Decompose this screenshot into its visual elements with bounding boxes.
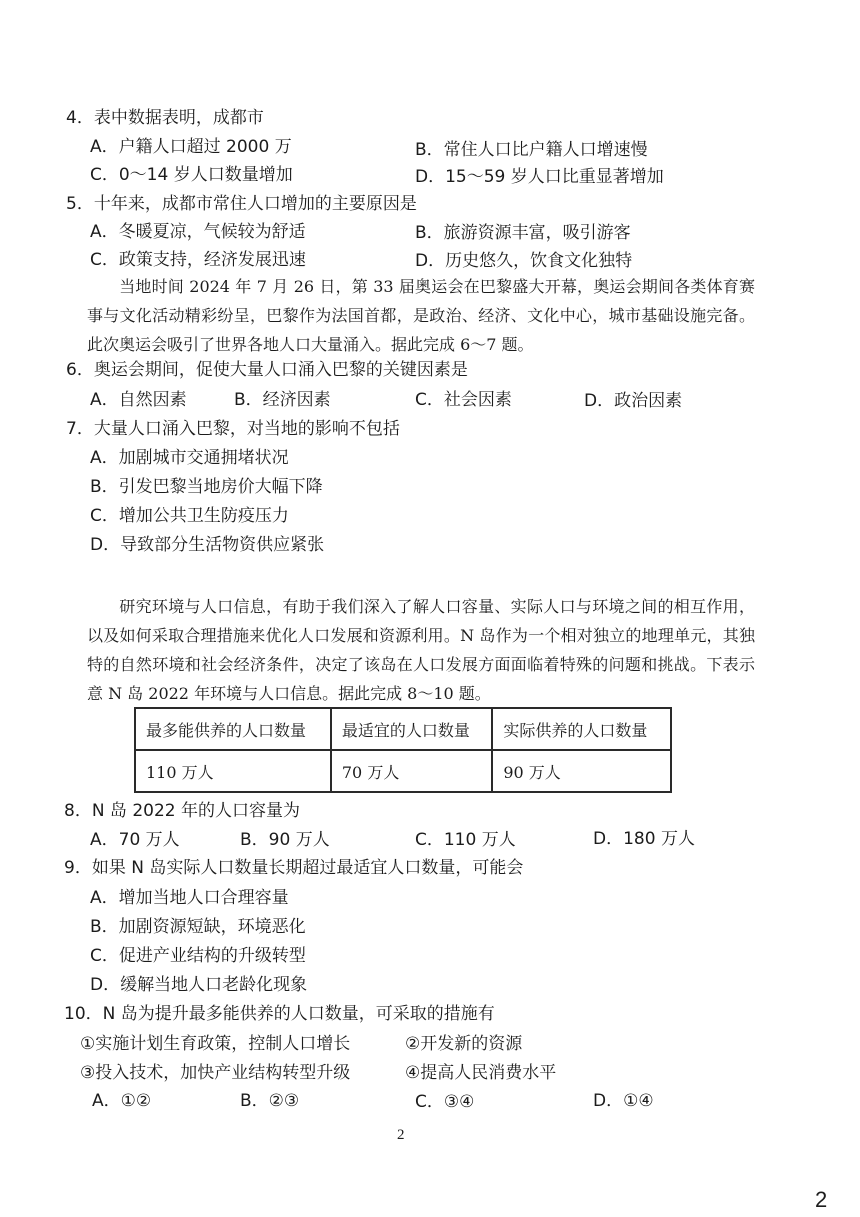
q10-stem: 10．N 岛为提升最多能供养的人口数量，可采取的措施有 xyxy=(64,1004,495,1024)
q7-stem: 7．大量人口涌入巴黎，对当地的影响不包括 xyxy=(66,419,400,439)
q7-option-c: C．增加公共卫生防疫压力 xyxy=(90,506,289,526)
q8-stem: 8．N 岛 2022 年的人口容量为 xyxy=(64,801,301,821)
population-info-table xyxy=(134,707,672,793)
q4-option-b: B．常住人口比户籍人口增速慢 xyxy=(415,140,648,160)
q5-option-a: A．冬暖夏凉，气候较为舒适 xyxy=(90,222,306,242)
q9-option-a: A．增加当地人口合理容量 xyxy=(90,888,289,908)
q6-option-b: B．经济因素 xyxy=(234,390,331,410)
table-cell: 90 万人 xyxy=(492,750,671,792)
table-cell: 70 万人 xyxy=(331,750,492,792)
q10-option-b: B．②③ xyxy=(240,1091,300,1111)
q9-option-d: D．缓解当地人口老龄化现象 xyxy=(90,975,308,995)
table-cell: 110 万人 xyxy=(135,750,331,792)
q9-option-c: C．促进产业结构的升级转型 xyxy=(90,946,306,966)
q10-option-d: D．①④ xyxy=(593,1091,654,1111)
q6-option-a: A．自然因素 xyxy=(90,390,187,410)
q5-option-d: D．历史悠久，饮食文化独特 xyxy=(415,251,633,271)
table-header-cell: 最多能供养的人口数量 xyxy=(135,708,331,750)
table-row xyxy=(135,750,671,792)
q7-option-d: D．导致部分生活物资供应紧张 xyxy=(90,535,325,555)
q8-option-c: C．110 万人 xyxy=(415,830,516,850)
q7-option-b: B．引发巴黎当地房价大幅下降 xyxy=(90,477,323,497)
page-number: 2 xyxy=(397,1127,405,1143)
q4-option-a: A．户籍人口超过 2000 万 xyxy=(90,137,292,157)
q8-option-b: B．90 万人 xyxy=(240,830,330,850)
q4-option-d: D．15～59 岁人口比重显著增加 xyxy=(415,167,664,187)
q10-statement-1: ①实施计划生育政策，控制人口增长 xyxy=(80,1034,351,1054)
q9-stem: 9．如果 N 岛实际人口数量长期超过最适宜人口数量，可能会 xyxy=(64,858,524,878)
passage-n-island: 研究环境与人口信息，有助于我们深入了解人口容量、实际人口与环境之间的相互作用，以及如何采取合理措施来优化人口发展和资源利用。N 岛作为一个相对独立的地理单元，其独特的自然环境和社会经济条件，决定了该岛在人口发展方面面临着特殊的问题和挑战。下表示意 N 岛 2022 年环境与人口信息。据此完成 8～10 题。 xyxy=(87,597,755,703)
q10-statement-3: ③投入技术，加快产业结构转型升级 xyxy=(80,1063,351,1083)
q6-option-c: C．社会因素 xyxy=(415,390,512,410)
table-header-cell: 最适宜的人口数量 xyxy=(331,708,492,750)
q6-option-d: D．政治因素 xyxy=(584,391,683,411)
q5-option-b: B．旅游资源丰富，吸引游客 xyxy=(415,223,631,243)
q10-statement-4: ④提高人民消费水平 xyxy=(405,1063,557,1083)
q8-option-d: D．180 万人 xyxy=(593,829,695,849)
q4-option-c: C．0～14 岁人口数量增加 xyxy=(90,165,293,185)
q9-option-b: B．加剧资源短缺，环境恶化 xyxy=(90,917,306,937)
q4-stem: 4．表中数据表明，成都市 xyxy=(66,108,264,128)
q10-option-a: A．①② xyxy=(92,1091,152,1111)
table-header-cell: 实际供养的人口数量 xyxy=(492,708,671,750)
q5-stem: 5．十年来，成都市常住人口增加的主要原因是 xyxy=(66,194,417,214)
q10-statement-2: ②开发新的资源 xyxy=(405,1034,523,1054)
q5-option-c: C．政策支持，经济发展迅速 xyxy=(90,250,306,270)
corner-page-number: 2 xyxy=(815,1187,828,1212)
table-header-row xyxy=(135,708,671,750)
q8-option-a: A．70 万人 xyxy=(90,830,180,850)
q7-option-a: A．加剧城市交通拥堵状况 xyxy=(90,448,289,468)
q10-option-c: C．③④ xyxy=(415,1092,475,1112)
q6-stem: 6．奥运会期间，促使大量人口涌入巴黎的关键因素是 xyxy=(66,360,468,380)
passage-paris-olympics: 当地时间 2024 年 7 月 26 日，第 33 届奥运会在巴黎盛大开幕，奥运会期间各类体育赛事与文化活动精彩纷呈，巴黎作为法国首都，是政治、经济、文化中心，城市基础设施完备。此次奥运会吸引了世界各地人口大量涌入。据此完成 6～7 题。 xyxy=(87,277,755,354)
